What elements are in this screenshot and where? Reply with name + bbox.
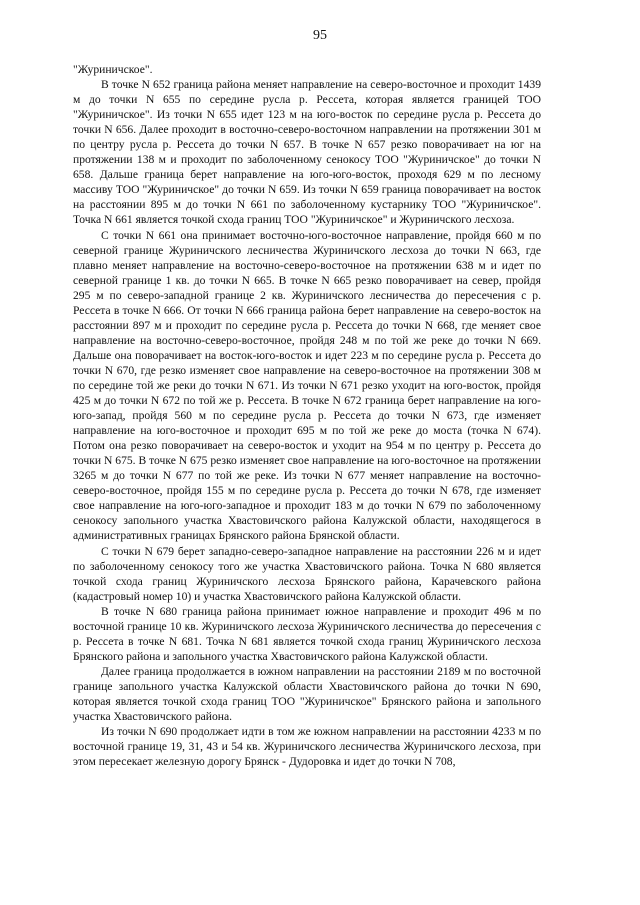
- paragraph-point-679: С точки N 679 берет западно-северо-западное направление на расстоянии 226 м и идет по заболоченному сенокосу того же участка Хвастовичского района. Точка N 680 является точкой схода границ Журиничского лесхоза Брянского района, Карачевского района (кадастровый номер 10) и участка Хвастовичского района Калужской области.: [73, 544, 541, 603]
- paragraph-continuation: "Журиничское".: [73, 63, 153, 76]
- paragraph-point-652: В точке N 652 граница района меняет направление на северо-восточное и проходит 1439 м до точки N 655 по середине русла р. Рессета, которая является границей ТОО "Журиничское". Из точки N 655 идет 123 м на юго-восток по середине русла р. Рессета до точки N 656. Далее проходит в восточно-северо-восточном направлении на протяжении 301 м по центру русла р. Рессета до точки N 657. В точке N 657 резко поворачивает на юг на протяжении 138 м и проходит по заболоченному сенокосу ТОО "Журиничское" до точки N 658. Дальше граница берет направление на юго-юго-восток, проходя 629 м по лесному массиву ТОО "Журиничское" до точки N 659. Из точки N 659 граница поворачивает на восток на расстоянии 895 м до точки N 661 по заболоченному кустарнику ТОО "Журиничское". Точка N 661 является точкой схода границ ТОО "Журиничское" и Журиничского лесхоза.: [73, 78, 541, 227]
- paragraph-point-661: С точки N 661 она принимает восточно-юго-восточное направление, пройдя 660 м по северной границе Журиничского лесничества Журиничского лесхоза до точки N 663, где плавно меняет направление на восточно-северо-восточное на протяжении 638 м и идет по северной границе 1 кв. до точки N 665. В точке N 665 резко поворачивает на север, пройдя 295 м по северо-западной границе 2 кв. Журиничского лесничества до пересечения с р. Рессета в точке N 666. От точки N 666 граница района берет направление на северо-восток на расстоянии 897 м и проходит по середине русла р. Рессета до точки N 668, где меняет свое направление на восточно-северо-восточное, пройдя 248 м по той же реке до точки N 669. Дальше она поворачивает на восток-юго-восток и идет 223 м по середине русла р. Рессета до точки N 670, где резко изменяет свое направление на северо-восточное на протяжении 308 м по середине той же реки до точки N 671. Из точки N 671 резко уходит на юго-восток, пройдя 425 м до точки N 672 по той же р. Рессета. В точке N 672 граница берет направление на юго-юго-запад, пройдя 560 м по середине русла р. Рессета до точки N 673, где изменяет направление на юго-восточное и проходит 695 м по той же реке до моста (точка N 674). Потом она резко поворачивает на северо-восток и уходит на 954 м по центру р. Рессета до точки N 675. В точке N 675 резко изменяет свое направление на юго-восточное на протяжении 3265 м до точки N 677 по той же реке. Из точки N 677 меняет направление на восточно-северо-восточное, пройдя 155 м по середине русла р. Рессета до точки N 678, где изменяет свое направление на юго-юго-западное и проходит 183 м до точки N 679 по заболоченному сенокосу запольного участка Хвастовичского района Калужской области, находящегося в административных границах Брянского района Брянской области.: [73, 228, 541, 543]
- paragraph-point-690-continue: Из точки N 690 продолжает идти в том же южном направлении на расстоянии 4233 м по восточной границе 19, 31, 43 и 54 кв. Журиничского лесничества Журиничского лесхоза, при этом пересекает железную дорогу Брянск - Дудоровка и идет до точки N 708,: [73, 725, 541, 769]
- page-number: 95: [313, 28, 327, 43]
- document-body: [73, 62, 541, 769]
- paragraph-point-690-south: Далее граница продолжается в южном направлении на расстоянии 2189 м по восточной границе запольного участка Калужской области Хвастовичского района до точки N 690, которая является точкой схода границ ТОО "Журиничское" Брянского района и запольного участка Хвастовичского района.: [73, 664, 541, 724]
- paragraph-point-680: В точке N 680 граница района принимает южное направление и проходит 496 м по восточной границе 10 кв. Журиничского лесхоза Журиничского лесничества до пересечения с р. Рессета в точке N 681. Точка N 681 является точкой схода границ Журиничского лесхоза Брянского района и запольного участка Хвастовичского района Калужской области.: [73, 604, 541, 663]
